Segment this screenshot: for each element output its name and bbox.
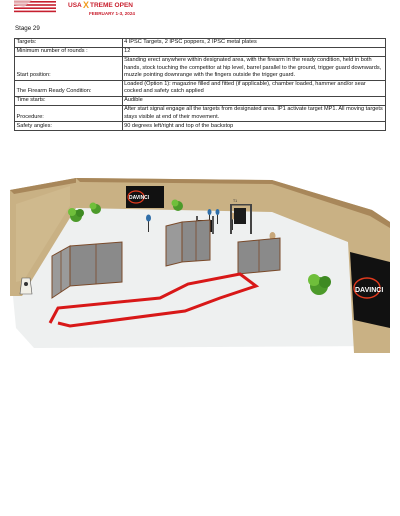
- stage-layout-illustration: [10, 178, 390, 356]
- table-row: [15, 80, 386, 96]
- table-row: [15, 57, 386, 81]
- row-value: 4 IPSC Targets, 2 IPSC poppers, 2 IPSC metal plates: [122, 39, 385, 48]
- logo-text-b: TREME OPEN: [90, 2, 133, 9]
- barricade-wall: [70, 242, 122, 286]
- logo-text-a: USA: [68, 2, 82, 9]
- sponsor-banner: [126, 186, 164, 208]
- sponsor-banner: [350, 252, 390, 328]
- row-label: Minimum number of rounds :: [15, 48, 123, 57]
- barricade-wall: [238, 238, 280, 274]
- start-position-sign-icon: [20, 278, 32, 294]
- row-label: Time starts:: [15, 96, 123, 105]
- row-value: After start signal engage all the targets from designated area. IP1 activate target MP1. All moving targets stays visible at end of their movement.: [122, 106, 385, 122]
- banner-text: DAVINCI: [355, 287, 384, 294]
- row-label: Safety angles:: [15, 122, 123, 131]
- logo-date: FEBRUARY 1-3, 2024: [89, 11, 135, 16]
- event-logo: [14, 0, 144, 18]
- row-label: Start position:: [15, 57, 123, 81]
- flag-icon: [14, 0, 56, 14]
- stage-info-table: [14, 38, 386, 131]
- banner-text: DAVINCI: [129, 195, 150, 201]
- table-row: [15, 39, 386, 48]
- table-row: [15, 122, 386, 131]
- stage-title: Stage 29: [15, 25, 40, 32]
- barricade-wall: [166, 220, 210, 266]
- row-label: Targets:: [15, 39, 123, 48]
- row-value: Audible: [122, 96, 385, 105]
- row-value: 12: [122, 48, 385, 57]
- row-label: Procedure:: [15, 106, 123, 122]
- table-row: [15, 48, 386, 57]
- table-row: [15, 106, 386, 122]
- logo-text-x: X: [83, 0, 90, 10]
- row-value: Loaded (Option 1): magazine filled and fitted (if applicable), chamber loaded, hammer and/or sear cocked and safety catch applied: [122, 80, 385, 96]
- row-label: The Firearm Ready Condition:: [15, 80, 123, 96]
- row-value: 90 degrees left/right and top of the backstop: [122, 122, 385, 131]
- target-marker: T1: [233, 199, 238, 203]
- row-value: Standing erect anywhere within designated area, with the firearm in the ready condition, held in both hands, stock touching the competitor at hip level, barrel parallel to the ground, trigger guard downwards, muzzle pointing downrange with the fingers outside the trigger guard.: [122, 57, 385, 81]
- table-row: [15, 96, 386, 105]
